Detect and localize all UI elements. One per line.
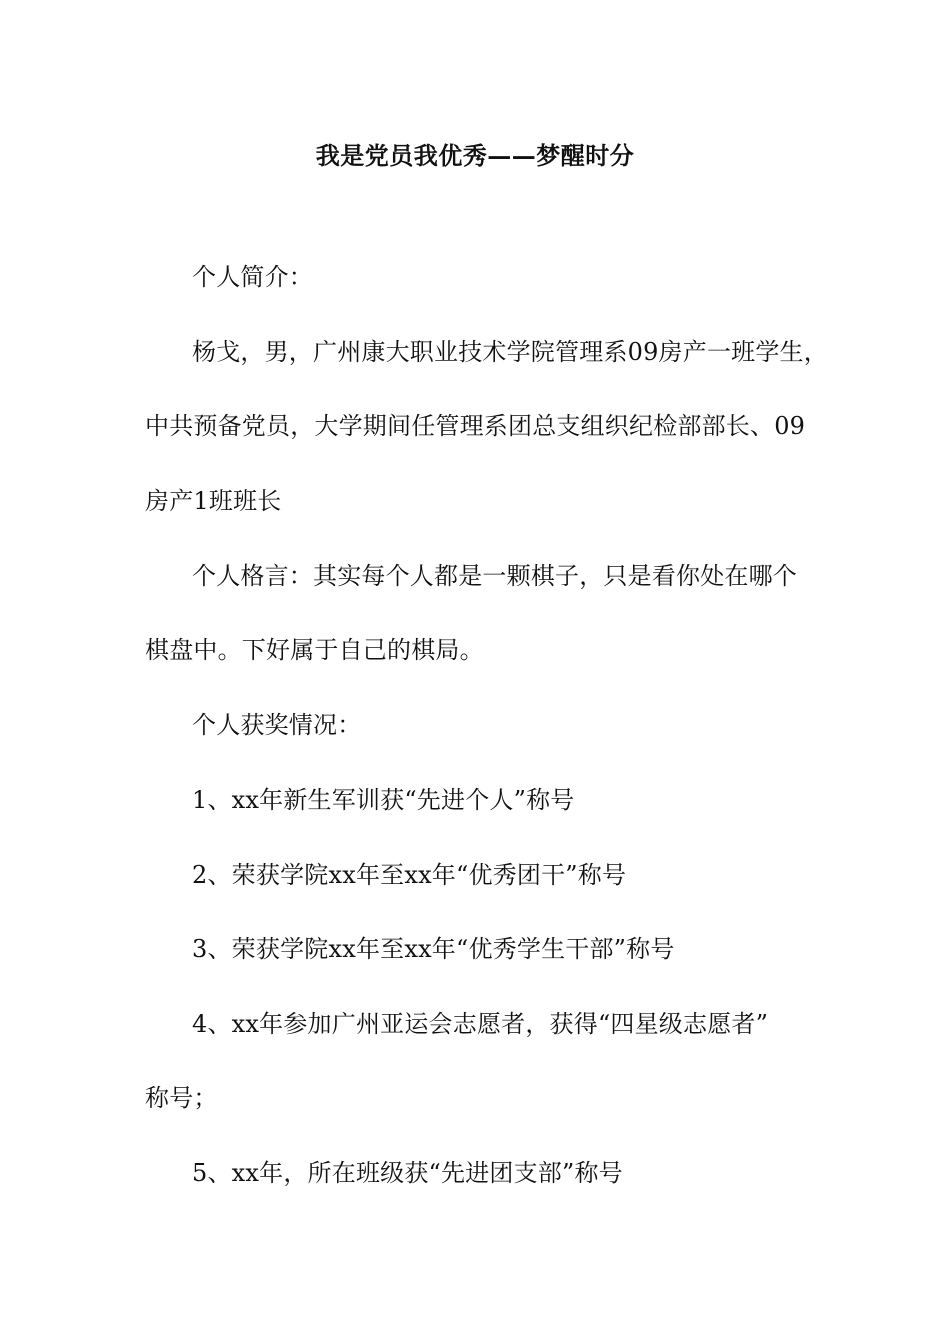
- profile-line-1: 杨戈，男，广州康大职业技术学院管理系09房产一班学生，: [192, 338, 828, 366]
- award-item-2: 2、荣获学院xx年至xx年“优秀团干”称号: [192, 861, 627, 889]
- award-item-5: 5、xx年，所在班级获“先进团支部”称号: [192, 1159, 623, 1187]
- award-item-3: 3、荣获学院xx年至xx年“优秀学生干部”称号: [192, 935, 675, 963]
- profile-line-3: 房产1班班长: [145, 487, 282, 515]
- motto-line-2: 棋盘中。下好属于自己的棋局。: [145, 636, 484, 664]
- profile-line-2: 中共预备党员，大学期间任管理系团总支组织纪检部部长、09: [145, 412, 806, 440]
- award-item-1: 1、xx年新生军训获“先进个人”称号: [192, 786, 575, 814]
- document-title: 我是党员我优秀——梦醒时分: [315, 141, 635, 170]
- section-heading-profile: 个人简介：: [192, 263, 313, 291]
- award-item-4: 4、xx年参加广州亚运会志愿者，获得“四星级志愿者”: [192, 1010, 769, 1038]
- section-heading-awards: 个人获奖情况：: [192, 711, 362, 739]
- award-item-4-continued: 称号；: [145, 1084, 218, 1112]
- motto-line-1: 个人格言：其实每个人都是一颗棋子，只是看你处在哪个: [192, 562, 797, 590]
